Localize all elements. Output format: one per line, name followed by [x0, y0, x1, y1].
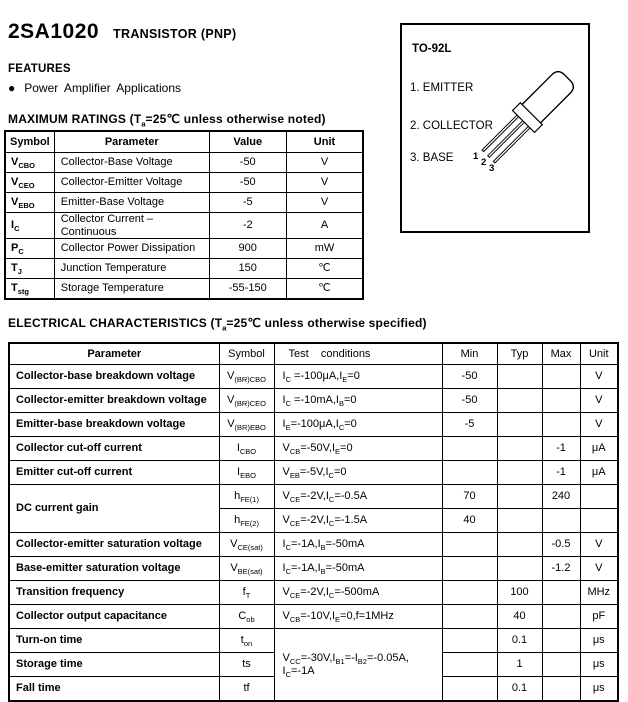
- table-row: [9, 629, 618, 653]
- min-cell: [442, 533, 497, 557]
- min-cell: [442, 581, 497, 605]
- typ-cell: 40: [497, 605, 542, 629]
- table-row: [9, 365, 618, 389]
- conditions-cell: $V_{CE}=-2V,I_C=-1.5A$: [274, 509, 442, 533]
- min-cell: [442, 605, 497, 629]
- parameter-cell: Storage time: [9, 653, 219, 677]
- max-cell: 240: [542, 485, 580, 509]
- electrical-characteristics-heading: ELECTRICAL CHARACTERISTICS ($T_a=25℃$ unless otherwise specified): [8, 316, 427, 333]
- unit-cell: ℃: [286, 279, 363, 300]
- value-cell: -5: [209, 193, 286, 213]
- typ-cell: 0.1: [497, 677, 542, 702]
- typ-cell: [497, 461, 542, 485]
- unit-cell: MHz: [580, 581, 618, 605]
- lead-number-1: 1: [473, 151, 479, 162]
- table-row: [5, 153, 363, 173]
- max-ratings-table: [4, 130, 364, 300]
- typ-cell: 1: [497, 653, 542, 677]
- symbol-cell: $V_{CBO}$: [5, 153, 54, 173]
- min-cell: [442, 653, 497, 677]
- conditions-cell: $V_{CE}=-2V,I_C=-0.5A$: [274, 485, 442, 509]
- column-header-test-conditions: Test conditions: [274, 343, 442, 365]
- unit-cell: V: [580, 413, 618, 437]
- parameter-cell: Fall time: [9, 677, 219, 702]
- conditions-cell: $I_C=-1A,I_B=-50mA$: [274, 557, 442, 581]
- column-header-typ: Typ: [497, 343, 542, 365]
- table-row: [5, 259, 363, 279]
- table-row: [9, 533, 618, 557]
- symbol-cell: $V_{(BR)EBO}$: [219, 413, 274, 437]
- symbol-cell: $C_{ob}$: [219, 605, 274, 629]
- max-cell: [542, 365, 580, 389]
- features-heading: FEATURES: [8, 63, 71, 75]
- package-name: TO-92L: [412, 43, 452, 55]
- pin-label-base: 3. BASE: [410, 152, 454, 164]
- conditions-cell: $I_C=-1A,I_B=-50mA$: [274, 533, 442, 557]
- max-ratings-header-row: [5, 131, 363, 153]
- table-row: [5, 213, 363, 239]
- column-header-symbol: Symbol: [5, 131, 54, 153]
- table-row: [9, 389, 618, 413]
- symbol-cell: $V_{(BR)CEO}$: [219, 389, 274, 413]
- min-cell: [442, 557, 497, 581]
- max-cell: [542, 629, 580, 653]
- max-cell: -1.2: [542, 557, 580, 581]
- typ-cell: [497, 533, 542, 557]
- symbol-cell: $T_J$: [5, 259, 54, 279]
- unit-cell: V: [580, 533, 618, 557]
- max-cell: -0.5: [542, 533, 580, 557]
- column-header-value: Value: [209, 131, 286, 153]
- typ-cell: [497, 365, 542, 389]
- table-row: [9, 413, 618, 437]
- symbol-cell: $h_{FE(1)}$: [219, 485, 274, 509]
- table-row: [9, 461, 618, 485]
- parameter-cell: Collector-Base Voltage: [54, 153, 209, 173]
- parameter-cell: Collector output capacitance: [9, 605, 219, 629]
- unit-cell: μs: [580, 653, 618, 677]
- pin-label-collector: 2. COLLECTOR: [410, 120, 493, 132]
- device-type-label: TRANSISTOR (PNP): [113, 27, 237, 41]
- table-row: [5, 239, 363, 259]
- bullet-icon: ●: [8, 81, 16, 95]
- symbol-cell: tf: [219, 677, 274, 702]
- max-cell: -1: [542, 461, 580, 485]
- to92-package-drawing-icon: [470, 67, 586, 177]
- min-cell: -50: [442, 389, 497, 413]
- typ-cell: 100: [497, 581, 542, 605]
- symbol-cell: $V_{BE(sat)}$: [219, 557, 274, 581]
- parameter-cell: Emitter-Base Voltage: [54, 193, 209, 213]
- value-cell: 900: [209, 239, 286, 259]
- typ-cell: [497, 437, 542, 461]
- parameter-cell: DC current gain: [9, 485, 219, 533]
- max-cell: -1: [542, 437, 580, 461]
- unit-cell: μA: [580, 437, 618, 461]
- min-cell: -5: [442, 413, 497, 437]
- max-cell: [542, 581, 580, 605]
- parameter-cell: Collector-emitter saturation voltage: [9, 533, 219, 557]
- lead-number-2: 2: [481, 157, 487, 168]
- unit-cell: μs: [580, 677, 618, 702]
- conditions-cell: $V_{CC}=-30V,I_{B1}=-I_{B2}=-0.05A$, $I_C=-1A$: [274, 629, 442, 702]
- symbol-cell: $I_C$: [5, 213, 54, 239]
- parameter-cell: Junction Temperature: [54, 259, 209, 279]
- lead-number-3: 3: [489, 163, 495, 174]
- column-header-max: Max: [542, 343, 580, 365]
- table-row: [5, 173, 363, 193]
- symbol-cell: $V_{(BR)CBO}$: [219, 365, 274, 389]
- conditions-cell: $V_{CB}=-50V,I_E=0$: [274, 437, 442, 461]
- package-box: [400, 23, 590, 233]
- min-cell: [442, 677, 497, 702]
- parameter-cell: Collector Current –Continuous: [54, 213, 209, 239]
- electrical-characteristics-table: [8, 342, 619, 702]
- max-ratings-heading: MAXIMUM RATINGS ($T_a=25℃$ unless otherwise noted): [8, 112, 326, 129]
- value-cell: -2: [209, 213, 286, 239]
- unit-cell: V: [286, 173, 363, 193]
- table-row: [9, 557, 618, 581]
- parameter-cell: Base-emitter saturation voltage: [9, 557, 219, 581]
- table-row: [9, 485, 618, 509]
- table-row: [5, 279, 363, 300]
- max-cell: [542, 389, 580, 413]
- column-header-unit: Unit: [286, 131, 363, 153]
- value-cell: -50: [209, 173, 286, 193]
- conditions-cell: $I_E=-100\mu A,I_C=0$: [274, 413, 442, 437]
- unit-cell: pF: [580, 605, 618, 629]
- column-header-parameter: Parameter: [54, 131, 209, 153]
- typ-cell: [497, 413, 542, 437]
- unit-cell: V: [580, 389, 618, 413]
- pin-label-emitter: 1. EMITTER: [410, 82, 474, 94]
- table-row: [9, 605, 618, 629]
- conditions-cell: $V_{CE}=-2V,I_C=-500mA$: [274, 581, 442, 605]
- max-cell: [542, 653, 580, 677]
- unit-cell: ℃: [286, 259, 363, 279]
- typ-cell: [497, 557, 542, 581]
- column-header-symbol: Symbol: [219, 343, 274, 365]
- parameter-cell: Transition frequency: [9, 581, 219, 605]
- symbol-cell: $t_{on}$: [219, 629, 274, 653]
- typ-cell: [497, 509, 542, 533]
- max-cell: [542, 605, 580, 629]
- conditions-cell: $V_{EB}=-5V,I_C=0$: [274, 461, 442, 485]
- datasheet-page: [0, 20, 628, 698]
- parameter-cell: Collector-base breakdown voltage: [9, 365, 219, 389]
- parameter-cell: Collector cut-off current: [9, 437, 219, 461]
- table-row: [9, 581, 618, 605]
- symbol-cell: $V_{CEO}$: [5, 173, 54, 193]
- column-header-min: Min: [442, 343, 497, 365]
- conditions-cell: $I_C =-100\mu A,I_E=0$: [274, 365, 442, 389]
- unit-cell: V: [286, 193, 363, 213]
- feature-text: Power Amplifier Applications: [24, 81, 181, 95]
- min-cell: [442, 461, 497, 485]
- column-header-unit: Unit: [580, 343, 618, 365]
- parameter-cell: Emitter cut-off current: [9, 461, 219, 485]
- symbol-cell: $I_{EBO}$: [219, 461, 274, 485]
- symbol-cell: $h_{FE(2)}$: [219, 509, 274, 533]
- typ-cell: [497, 389, 542, 413]
- table-row: [5, 193, 363, 213]
- min-cell: 40: [442, 509, 497, 533]
- symbol-cell: $V_{EBO}$: [5, 193, 54, 213]
- parameter-cell: Collector Power Dissipation: [54, 239, 209, 259]
- max-cell: [542, 677, 580, 702]
- parameter-cell: Storage Temperature: [54, 279, 209, 300]
- typ-cell: [497, 485, 542, 509]
- symbol-cell: $P_C$: [5, 239, 54, 259]
- unit-cell: [580, 509, 618, 533]
- parameter-cell: Turn-on time: [9, 629, 219, 653]
- unit-cell: V: [580, 365, 618, 389]
- symbol-cell: $f_T$: [219, 581, 274, 605]
- min-cell: [442, 437, 497, 461]
- parameter-cell: Collector-Emitter Voltage: [54, 173, 209, 193]
- unit-cell: mW: [286, 239, 363, 259]
- value-cell: -55-150: [209, 279, 286, 300]
- parameter-cell: Emitter-base breakdown voltage: [9, 413, 219, 437]
- value-cell: 150: [209, 259, 286, 279]
- min-cell: 70: [442, 485, 497, 509]
- conditions-cell: $I_C =-10mA,I_B=0$: [274, 389, 442, 413]
- unit-cell: A: [286, 213, 363, 239]
- electrical-header-row: [9, 343, 618, 365]
- symbol-cell: $T_{stg}$: [5, 279, 54, 300]
- min-cell: -50: [442, 365, 497, 389]
- symbol-cell: ts: [219, 653, 274, 677]
- min-cell: [442, 629, 497, 653]
- table-row: [9, 437, 618, 461]
- max-cell: [542, 509, 580, 533]
- symbol-cell: $I_{CBO}$: [219, 437, 274, 461]
- value-cell: -50: [209, 153, 286, 173]
- parameter-cell: Collector-emitter breakdown voltage: [9, 389, 219, 413]
- unit-cell: μA: [580, 461, 618, 485]
- unit-cell: [580, 485, 618, 509]
- typ-cell: 0.1: [497, 629, 542, 653]
- column-header-parameter: Parameter: [9, 343, 219, 365]
- max-cell: [542, 413, 580, 437]
- unit-cell: V: [580, 557, 618, 581]
- unit-cell: V: [286, 153, 363, 173]
- conditions-cell: $V_{CB}=-10V,I_E=0,f=1MHz$: [274, 605, 442, 629]
- unit-cell: μs: [580, 629, 618, 653]
- page-title: 2SA1020: [8, 20, 100, 43]
- symbol-cell: $V_{CE(sat)}$: [219, 533, 274, 557]
